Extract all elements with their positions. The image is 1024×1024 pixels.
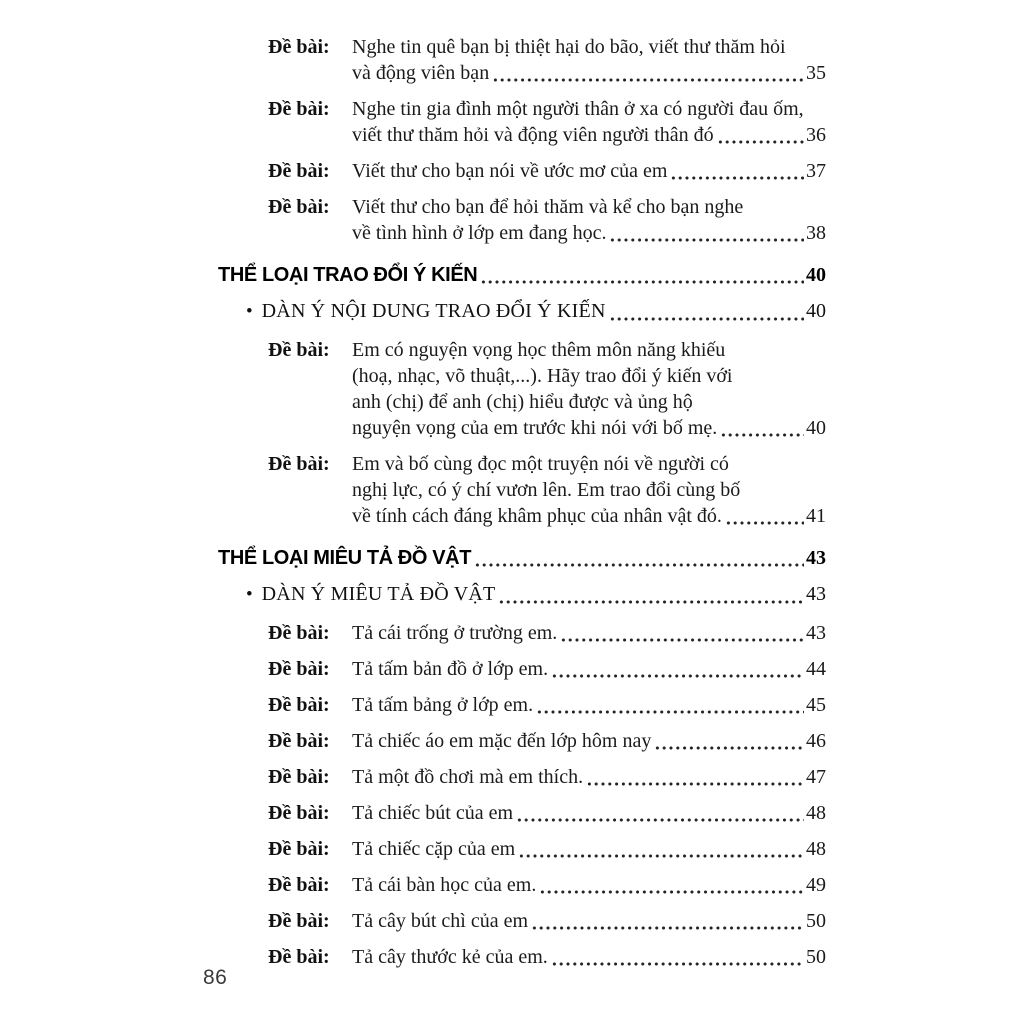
toc-item-content [352, 872, 826, 898]
dotted-leader [717, 122, 804, 148]
toc-item-text: về tính cách đáng khâm phục của nhân vật đó. [352, 505, 722, 527]
toc-page-ref: 40 [806, 417, 826, 439]
toc-page-ref: 45 [806, 694, 826, 716]
toc-item [268, 158, 826, 184]
toc-page-ref: 50 [806, 946, 826, 968]
toc-item-label: Đề bài: [268, 874, 330, 896]
toc-item [268, 764, 826, 790]
dotted-leader [518, 836, 804, 862]
subsection-title: DÀN Ý MIÊU TẢ ĐỒ VẬT [261, 583, 496, 605]
toc-item-content [352, 656, 826, 682]
toc-item-content [352, 944, 826, 970]
toc-item-line [352, 503, 826, 529]
dotted-leader [720, 415, 804, 441]
toc-item-text: Tả chiếc cặp của em [352, 838, 516, 860]
toc-item-content [352, 800, 826, 826]
toc-item-line [352, 60, 826, 86]
toc-item-line [352, 122, 826, 148]
toc-item [268, 656, 826, 682]
toc-section-heading [218, 262, 826, 288]
dotted-leader [609, 220, 804, 246]
toc-item [268, 692, 826, 718]
toc-item-content [352, 728, 826, 754]
toc-item [268, 836, 826, 862]
section-title: THỂ LOẠI MIÊU TẢ ĐỒ VẬT [218, 547, 472, 569]
toc-item-label: Đề bài: [268, 694, 330, 716]
toc-item-line [352, 415, 826, 441]
toc-item-label: Đề bài: [268, 98, 330, 120]
toc-page-ref: 38 [806, 222, 826, 244]
toc-item-text: Tả cái trống ở trường em. [352, 622, 558, 644]
toc-item-text: Tả tấm bản đồ ở lớp em. [352, 658, 549, 680]
dotted-leader [586, 764, 804, 790]
toc-item-text: Tả một đồ chơi mà em thích. [352, 766, 584, 788]
toc-item [268, 728, 826, 754]
toc-section-heading [218, 545, 826, 571]
toc-item-line: Viết thư cho bạn để hỏi thăm và kể cho bạn nghe [352, 196, 744, 218]
toc-item [268, 800, 826, 826]
toc-page-ref: 43 [806, 547, 826, 569]
toc-item-label: Đề bài: [268, 622, 330, 644]
toc-item-line: Nghe tin gia đình một người thân ở xa có người đau ốm, [352, 98, 804, 120]
dotted-leader [670, 158, 804, 184]
toc-page-ref: 50 [806, 910, 826, 932]
toc-item-text: và động viên bạn [352, 62, 490, 84]
toc-item-line [352, 220, 826, 246]
dotted-leader [536, 692, 804, 718]
toc-page-ref: 44 [806, 658, 826, 680]
toc-item-line: anh (chị) để anh (chị) hiểu được và ủng hộ [352, 391, 693, 413]
dotted-leader [539, 872, 804, 898]
toc-item-content [352, 96, 826, 148]
toc-item-line [352, 944, 826, 970]
toc-item-text: nguyện vọng của em trước khi nói với bố mẹ. [352, 417, 718, 439]
toc-item-line [352, 872, 826, 898]
toc-item-text: Tả cây bút chì của em [352, 910, 529, 932]
dotted-leader [480, 262, 804, 288]
toc-page-ref: 41 [806, 505, 826, 527]
toc-page-ref: 49 [806, 874, 826, 896]
toc-item-content [352, 764, 826, 790]
toc-item-label: Đề bài: [268, 838, 330, 860]
toc-item [268, 620, 826, 646]
toc-item-content [352, 158, 826, 184]
section-title: THỂ LOẠI TRAO ĐỔI Ý KIẾN [218, 264, 478, 286]
toc-item-line [352, 728, 826, 754]
toc-item-content [352, 194, 826, 246]
table-of-contents [218, 34, 826, 980]
toc-item [268, 337, 826, 441]
toc-item-content [352, 908, 826, 934]
toc-item-label: Đề bài: [268, 160, 330, 182]
dotted-leader [498, 581, 804, 608]
toc-item-line [352, 692, 826, 718]
subsection-title: DÀN Ý NỘI DUNG TRAO ĐỔI Ý KIẾN [261, 300, 606, 322]
toc-item-label: Đề bài: [268, 339, 330, 361]
toc-item-text: Tả cái bàn học của em. [352, 874, 537, 896]
dotted-leader [551, 656, 804, 682]
dotted-leader [516, 800, 804, 826]
toc-page-ref: 43 [806, 583, 826, 605]
toc-item-line [352, 620, 826, 646]
toc-page-ref: 40 [806, 300, 826, 322]
toc-item-label: Đề bài: [268, 658, 330, 680]
toc-item-line [352, 800, 826, 826]
toc-item-text: Tả tấm bảng ở lớp em. [352, 694, 534, 716]
toc-item-label: Đề bài: [268, 730, 330, 752]
toc-item-line: Nghe tin quê bạn bị thiệt hại do bão, viết thư thăm hỏi [352, 36, 786, 58]
dotted-leader [551, 944, 804, 970]
toc-item-line [352, 158, 826, 184]
toc-item [268, 96, 826, 148]
toc-page-ref: 37 [806, 160, 826, 182]
toc-page-ref: 48 [806, 802, 826, 824]
toc-item-label: Đề bài: [268, 453, 330, 475]
toc-item-content [352, 337, 826, 441]
toc-item [268, 872, 826, 898]
toc-page-ref: 40 [806, 264, 826, 286]
bullet-icon: • [246, 584, 253, 605]
dotted-leader [560, 620, 804, 646]
toc-item-label: Đề bài: [268, 946, 330, 968]
toc-page-ref: 35 [806, 62, 826, 84]
toc-item-label: Đề bài: [268, 802, 330, 824]
dotted-leader [492, 60, 804, 86]
dotted-leader [474, 545, 804, 571]
toc-page-ref: 46 [806, 730, 826, 752]
toc-subsection-heading [246, 298, 826, 325]
toc-item [268, 908, 826, 934]
page-number: 86 [203, 966, 228, 989]
toc-item-content [352, 692, 826, 718]
toc-item-label: Đề bài: [268, 910, 330, 932]
toc-item-line [352, 836, 826, 862]
toc-page-ref: 43 [806, 622, 826, 644]
toc-item [268, 34, 826, 86]
toc-subsection-heading [246, 581, 826, 608]
toc-item-content [352, 620, 826, 646]
toc-item-line [352, 764, 826, 790]
toc-item-line: nghị lực, có ý chí vươn lên. Em trao đổi cùng bố [352, 479, 741, 501]
toc-item [268, 944, 826, 970]
toc-item-content [352, 451, 826, 529]
dotted-leader [609, 298, 804, 325]
toc-item-line [352, 656, 826, 682]
toc-item [268, 194, 826, 246]
toc-item-text: viết thư thăm hỏi và động viên người thân đó [352, 124, 714, 146]
dotted-leader [725, 503, 804, 529]
toc-item-content [352, 34, 826, 86]
toc-item-text: Tả cây thước kẻ của em. [352, 946, 548, 968]
toc-item-text: Tả chiếc bút của em [352, 802, 514, 824]
bullet-icon: • [246, 301, 253, 322]
toc-item-content [352, 836, 826, 862]
toc-item-text: về tình hình ở lớp em đang học. [352, 222, 607, 244]
toc-page-ref: 48 [806, 838, 826, 860]
toc-item-text: Tả chiếc áo em mặc đến lớp hôm nay [352, 730, 652, 752]
toc-item-text: Viết thư cho bạn nói về ước mơ của em [352, 160, 668, 182]
dotted-leader [531, 908, 804, 934]
toc-page-ref: 47 [806, 766, 826, 788]
toc-item-label: Đề bài: [268, 766, 330, 788]
toc-item-line: Em có nguyện vọng học thêm môn năng khiếu [352, 339, 726, 361]
toc-item-line: Em và bố cùng đọc một truyện nói về người có [352, 453, 729, 475]
toc-page-ref: 36 [806, 124, 826, 146]
toc-item [268, 451, 826, 529]
dotted-leader [654, 728, 804, 754]
toc-item-label: Đề bài: [268, 36, 330, 58]
toc-item-line [352, 908, 826, 934]
toc-item-label: Đề bài: [268, 196, 330, 218]
toc-item-line: (hoạ, nhạc, võ thuật,...). Hãy trao đổi ý kiến với [352, 365, 733, 387]
